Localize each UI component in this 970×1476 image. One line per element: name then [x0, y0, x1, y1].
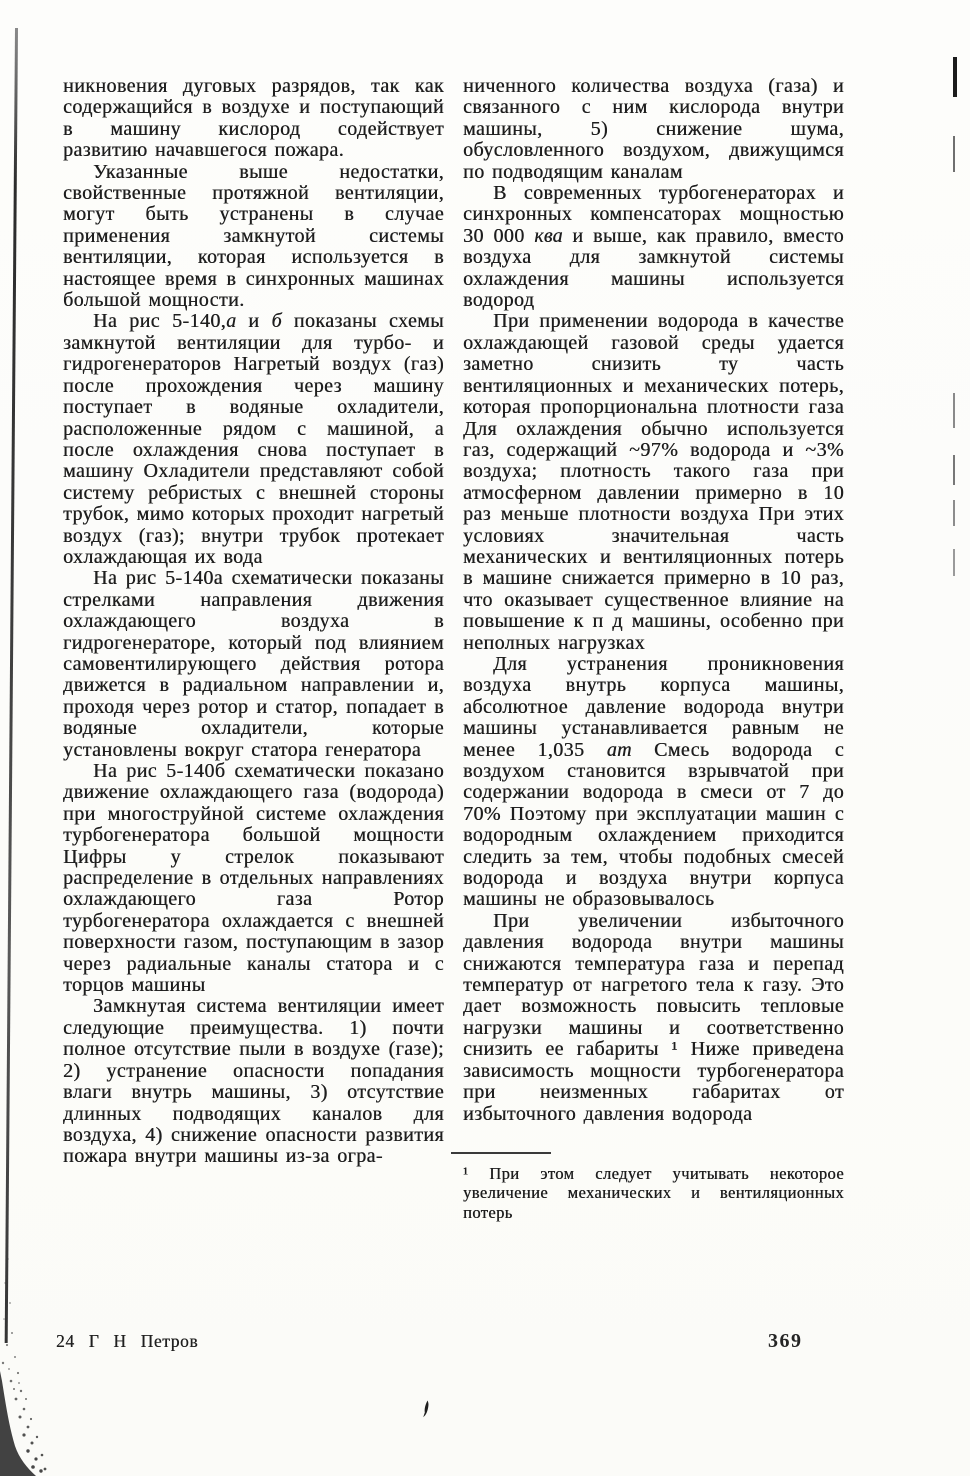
page-number: 369: [768, 1330, 803, 1352]
paragraph: На рис 5-140б схематически показано движение охлаждающего газа (водорода) при многоструйной системе охлаждения турбогенератора большой мощности Цифры у стрелок показывают распределение в отдельных направлениях охлаждающего газа Ротор турбогенератора охлаждается с внешней поверхности газом, поступающим в зазор через радиальные каналы статора и с торцов машины: [63, 760, 444, 997]
printer-signature: 24 Г Н Петров: [56, 1331, 199, 1351]
paragraph: никновения дуговых разрядов, так как содержащийся в воздухе и поступающий в машину кислород содействует развитию начавшегося пожара.: [63, 75, 444, 162]
binding-speckle-noise: [0, 1241, 56, 1476]
right-column: [463, 76, 844, 1222]
scan-edge-artifact: [953, 455, 955, 485]
ink-speck-mark: [420, 1400, 432, 1418]
footnote-separator-rule: [451, 1152, 551, 1154]
text-block: [63, 76, 844, 1222]
paragraph: Указанные выше недостатки, свойственные протяжной вентиляции, могут быть устранены в случае применения замкнутой системы вентиляции, которая используется в настоящее время в синхронных машинах большой мощности.: [63, 160, 444, 312]
paragraph: Для устранения проникновения воздуха внутрь корпуса машины, абсолютное давление водорода внутри машины устанавливается равным не менее 1,035 ат Смесь водорода с воздухом становится взрывчатой при содержании водорода в смеси от 7 до 70% Поэтому при эксплуатации машин с водородным охлаждением приходится следить за тем, чтобы подобных смесей водорода и воздуха внутри корпуса машины не образовывалось: [463, 652, 844, 911]
left-column: [63, 76, 444, 1222]
footnote: ¹ При этом следует учитывать некоторое увеличение механических и вентиляционных потерь: [463, 1163, 844, 1222]
scan-edge-artifact: [953, 549, 955, 576]
paragraph: На рис 5-140а схематически показаны стрелками направления движения охлаждающего воздуха в гидрогенераторе, который под влиянием самовентилирующего действия ротора движется в радиальном направлении и, проходя через ротор и статор, попадает в водяные охладители, которые установлены вокруг статора генератора: [63, 567, 444, 761]
page-gutter-shadow-line: [5, 28, 18, 1343]
paragraph: При увеличении избыточного давления водорода внутри машины снижаются температура газа и перепад температур от нагретого тела к газу. Это дает возможность повысить тепловые нагрузки машины и соответственно снизить ее габариты ¹ Ниже приведена зависимость мощности турбогенератора при неизменных габаритах от избыточного давления водорода: [463, 909, 844, 1125]
scan-edge-artifact: [953, 500, 955, 526]
scan-edge-artifact: [953, 136, 955, 172]
paragraph: В современных турбогенераторах и синхронных компенсаторах мощностью 30 000 ква и выше, как правило, вместо воздуха для замкнутой системы охлаждения машины используется водород: [463, 182, 844, 312]
scan-edge-artifact: [953, 57, 957, 97]
paragraph: ниченного количества воздуха (газа) и связанного с ним кислорода внутри машины, 5) снижение шума, обусловленного воздухом, движущимся по подводящим каналам: [463, 75, 844, 183]
paragraph: Замкнутая система вентиляции имеет следующие преимущества. 1) почти полное отсутствие пыли в воздухе (газе); 2) устранение опасности попадания влаги внутрь машины, 3) отсутствие длинных подводящих каналов для воздуха, 4) снижение опасности развития пожара внутри машины из-за огра-: [63, 995, 444, 1168]
paragraph: При применении водорода в качестве охлаждающей газовой среды удается заметно снизить ту часть вентиляционных и механических потерь, которая пропорциональна плотности газа Для охлаждения обычно используется газ, содержащий ~97% водорода и ~3% воздуха; плотность такого газа при атмосферном давлении примерно в 10 раз меньше плотности воздуха При этих условиях значительная часть механических и вентиляционных потерь в машине снижается примерно в 10 раз, что оказывает существенное влияние на повышение к п д машины, особенно при неполных нагрузках: [463, 310, 844, 654]
paragraph: На рис 5-140,а и б показаны схемы замкнутой вентиляции для турбо- и гидрогенераторов Нагретый воздух (газ) после прохождения через машину поступает в водяные охладители, расположенные рядом с машиной, а после охлаждения снова поступает в машину Охладители представляют собой систему ребристых с внешней стороны трубок, мимо которых проходит нагретый воздух (газ); внутри трубок протекает охлаждающая их вода: [63, 310, 445, 568]
scan-edge-artifact: [953, 393, 955, 428]
